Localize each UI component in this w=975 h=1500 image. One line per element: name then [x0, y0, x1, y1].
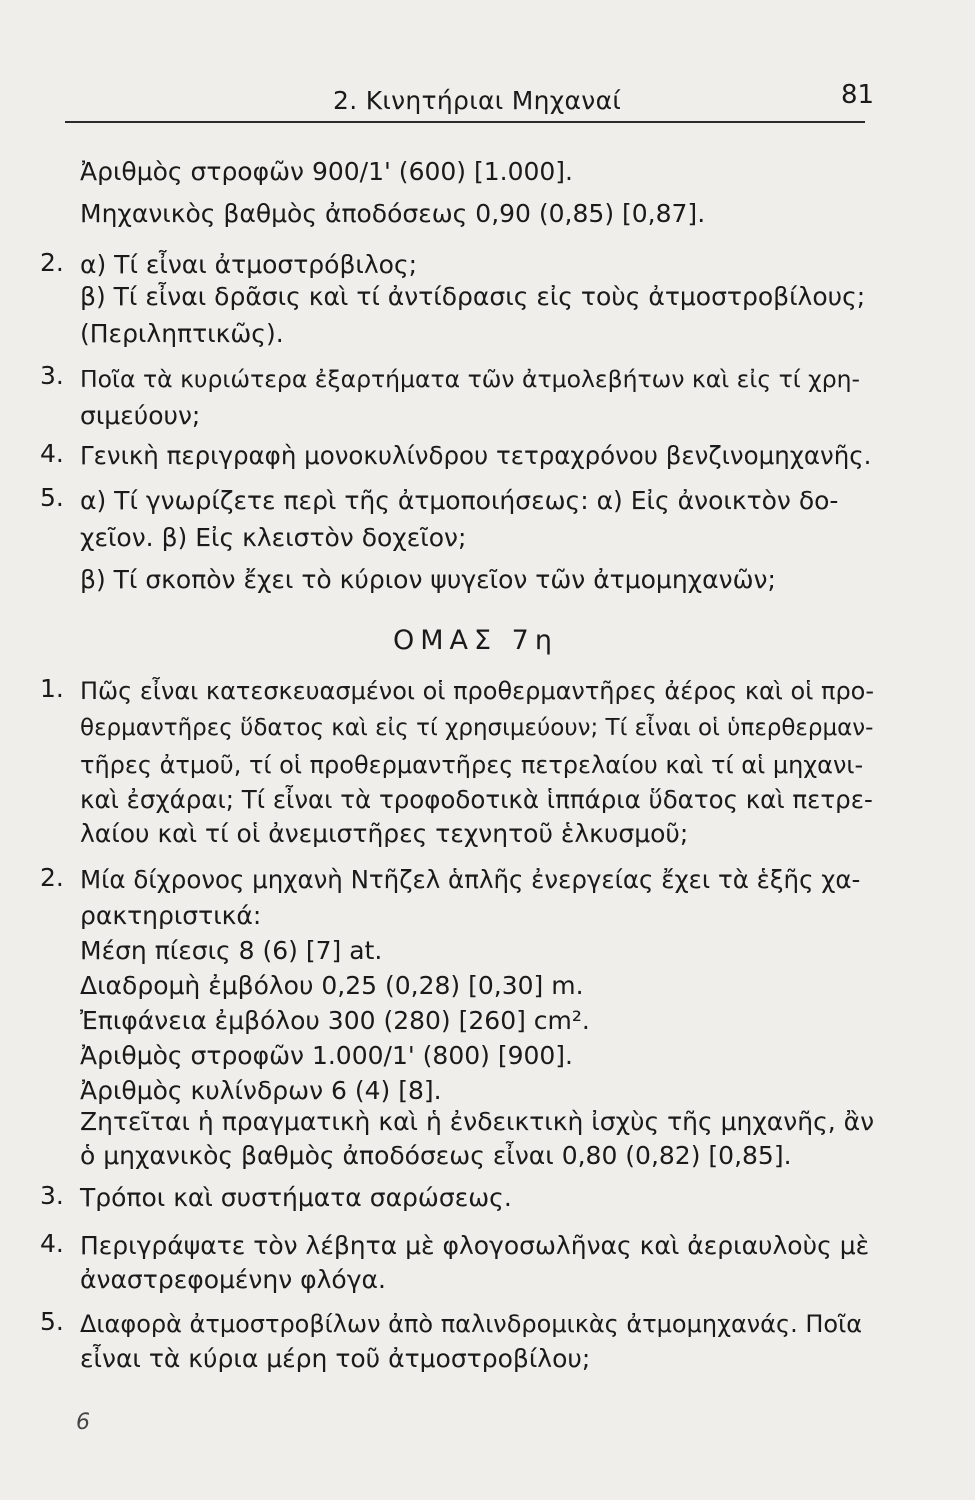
text-line: α) Τί γνωρίζετε περὶ τῆς ἀτμοποιήσεως: α) Εἰς ἀνοικτὸν δο-: [80, 486, 839, 515]
text-line: σιμεύουν;: [80, 401, 201, 430]
text-line: Διαδρομὴ ἐμβόλου 0,25 (0,28) [0,30] m.: [80, 971, 584, 1000]
group-heading: ΟΜΑΣ 7η: [393, 625, 558, 656]
item-number: 4.: [40, 439, 64, 468]
text-line: Τρόποι καὶ συστήματα σαρώσεως.: [80, 1183, 512, 1212]
item-number: 1.: [40, 674, 64, 703]
text-line: ἀναστρεφομένην φλόγα.: [80, 1265, 386, 1294]
text-line: καὶ ἐσχάραι; Τί εἶναι τὰ τροφοδοτικὰ ἱππάρια ὕδατος καὶ πετρε-: [80, 785, 873, 814]
item-number: 4.: [40, 1229, 64, 1258]
text-line: τῆρες ἀτμοῦ, τί οἱ προθερμαντῆρες πετρελαίου καὶ τί αἱ μηχανι-: [80, 751, 864, 779]
text-line: Περιγράψατε τὸν λέβητα μὲ φλογοσωλῆνας καὶ ἀεριαυλοὺς μὲ: [80, 1231, 870, 1260]
text-line: Ποῖα τὰ κυριώτερα ἐξαρτήματα τῶν ἀτμολεβήτων καὶ εἰς τί χρη-: [80, 365, 861, 393]
text-line: Διαφορὰ ἀτμοστροβίλων ἀπὸ παλινδρομικὰς ἀτμομηχανάς. Ποῖα: [80, 1310, 863, 1338]
header-rule: [65, 121, 865, 123]
text-line: α) Τί εἶναι ἀτμοστρόβιλος;: [80, 250, 418, 279]
text-line: Ἀριθμὸς κυλίνδρων 6 (4) [8].: [80, 1076, 442, 1105]
running-header: 2. Κινητήριαι Μηχαναί: [333, 86, 622, 115]
text-line: Ἀριθμὸς στροφῶν 1.000/1' (800) [900].: [80, 1041, 574, 1070]
text-line: β) Τί σκοπὸν ἔχει τὸ κύριον ψυγεῖον τῶν ἀτμομηχανῶν;: [80, 565, 776, 594]
text-line: Πῶς εἶναι κατεσκευασμένοι οἱ προθερμαντῆρες ἀέρος καὶ οἱ προ-: [80, 677, 875, 705]
text-line: Μηχανικὸς βαθμὸς ἀποδόσεως 0,90 (0,85) [0,87].: [80, 199, 706, 228]
item-number: 2.: [40, 863, 64, 892]
page-number: 81: [841, 80, 875, 110]
text-line: θερμαντῆρες ὕδατος καὶ εἰς τί χρησιμεύουν; Τί εἶναι οἱ ὑπερθερμαν-: [80, 715, 874, 741]
item-number: 3.: [40, 361, 64, 390]
text-line: Ἐπιφάνεια ἐμβόλου 300 (280) [260] cm².: [80, 1006, 590, 1035]
text-line: (Περιληπτικῶς).: [80, 319, 284, 348]
text-line: Ἀριθμὸς στροφῶν 900/1' (600) [1.000].: [80, 157, 574, 186]
text-line: λαίου καὶ τί οἱ ἀνεμιστῆρες τεχνητοῦ ἑλκυσμοῦ;: [80, 819, 689, 848]
item-number: 5.: [40, 483, 64, 512]
text-line: Ζητεῖται ἡ πραγματικὴ καὶ ἡ ἐνδεικτικὴ ἰσχὺς τῆς μηχανῆς, ἂν: [80, 1107, 875, 1136]
text-line: ρακτηριστικά:: [80, 901, 262, 930]
text-line: Γενικὴ περιγραφὴ μονοκυλίνδρου τετραχρόνου βενζινομηχανῆς.: [80, 441, 872, 470]
signature-mark: 6: [76, 1410, 90, 1435]
text-line: Μέση πίεσις 8 (6) [7] at.: [80, 936, 383, 965]
item-number: 3.: [40, 1181, 64, 1210]
text-line: εἶναι τὰ κύρια μέρη τοῦ ἀτμοστροβίλου;: [80, 1344, 591, 1373]
item-number: 5.: [40, 1307, 64, 1336]
text-line: Μία δίχρονος μηχανὴ Ντῆζελ ἁπλῆς ἐνεργείας ἔχει τὰ ἑξῆς χα-: [80, 865, 861, 894]
text-line: χεῖον. β) Εἰς κλειστὸν δοχεῖον;: [80, 523, 467, 552]
text-line: ὁ μηχανικὸς βαθμὸς ἀποδόσεως εἶναι 0,80 (0,82) [0,85].: [80, 1141, 792, 1170]
text-line: β) Τί εἶναι δρᾶσις καὶ τί ἀντίδρασις εἰς τοὺς ἀτμοστροβίλους;: [80, 282, 866, 311]
item-number: 2.: [40, 248, 64, 277]
